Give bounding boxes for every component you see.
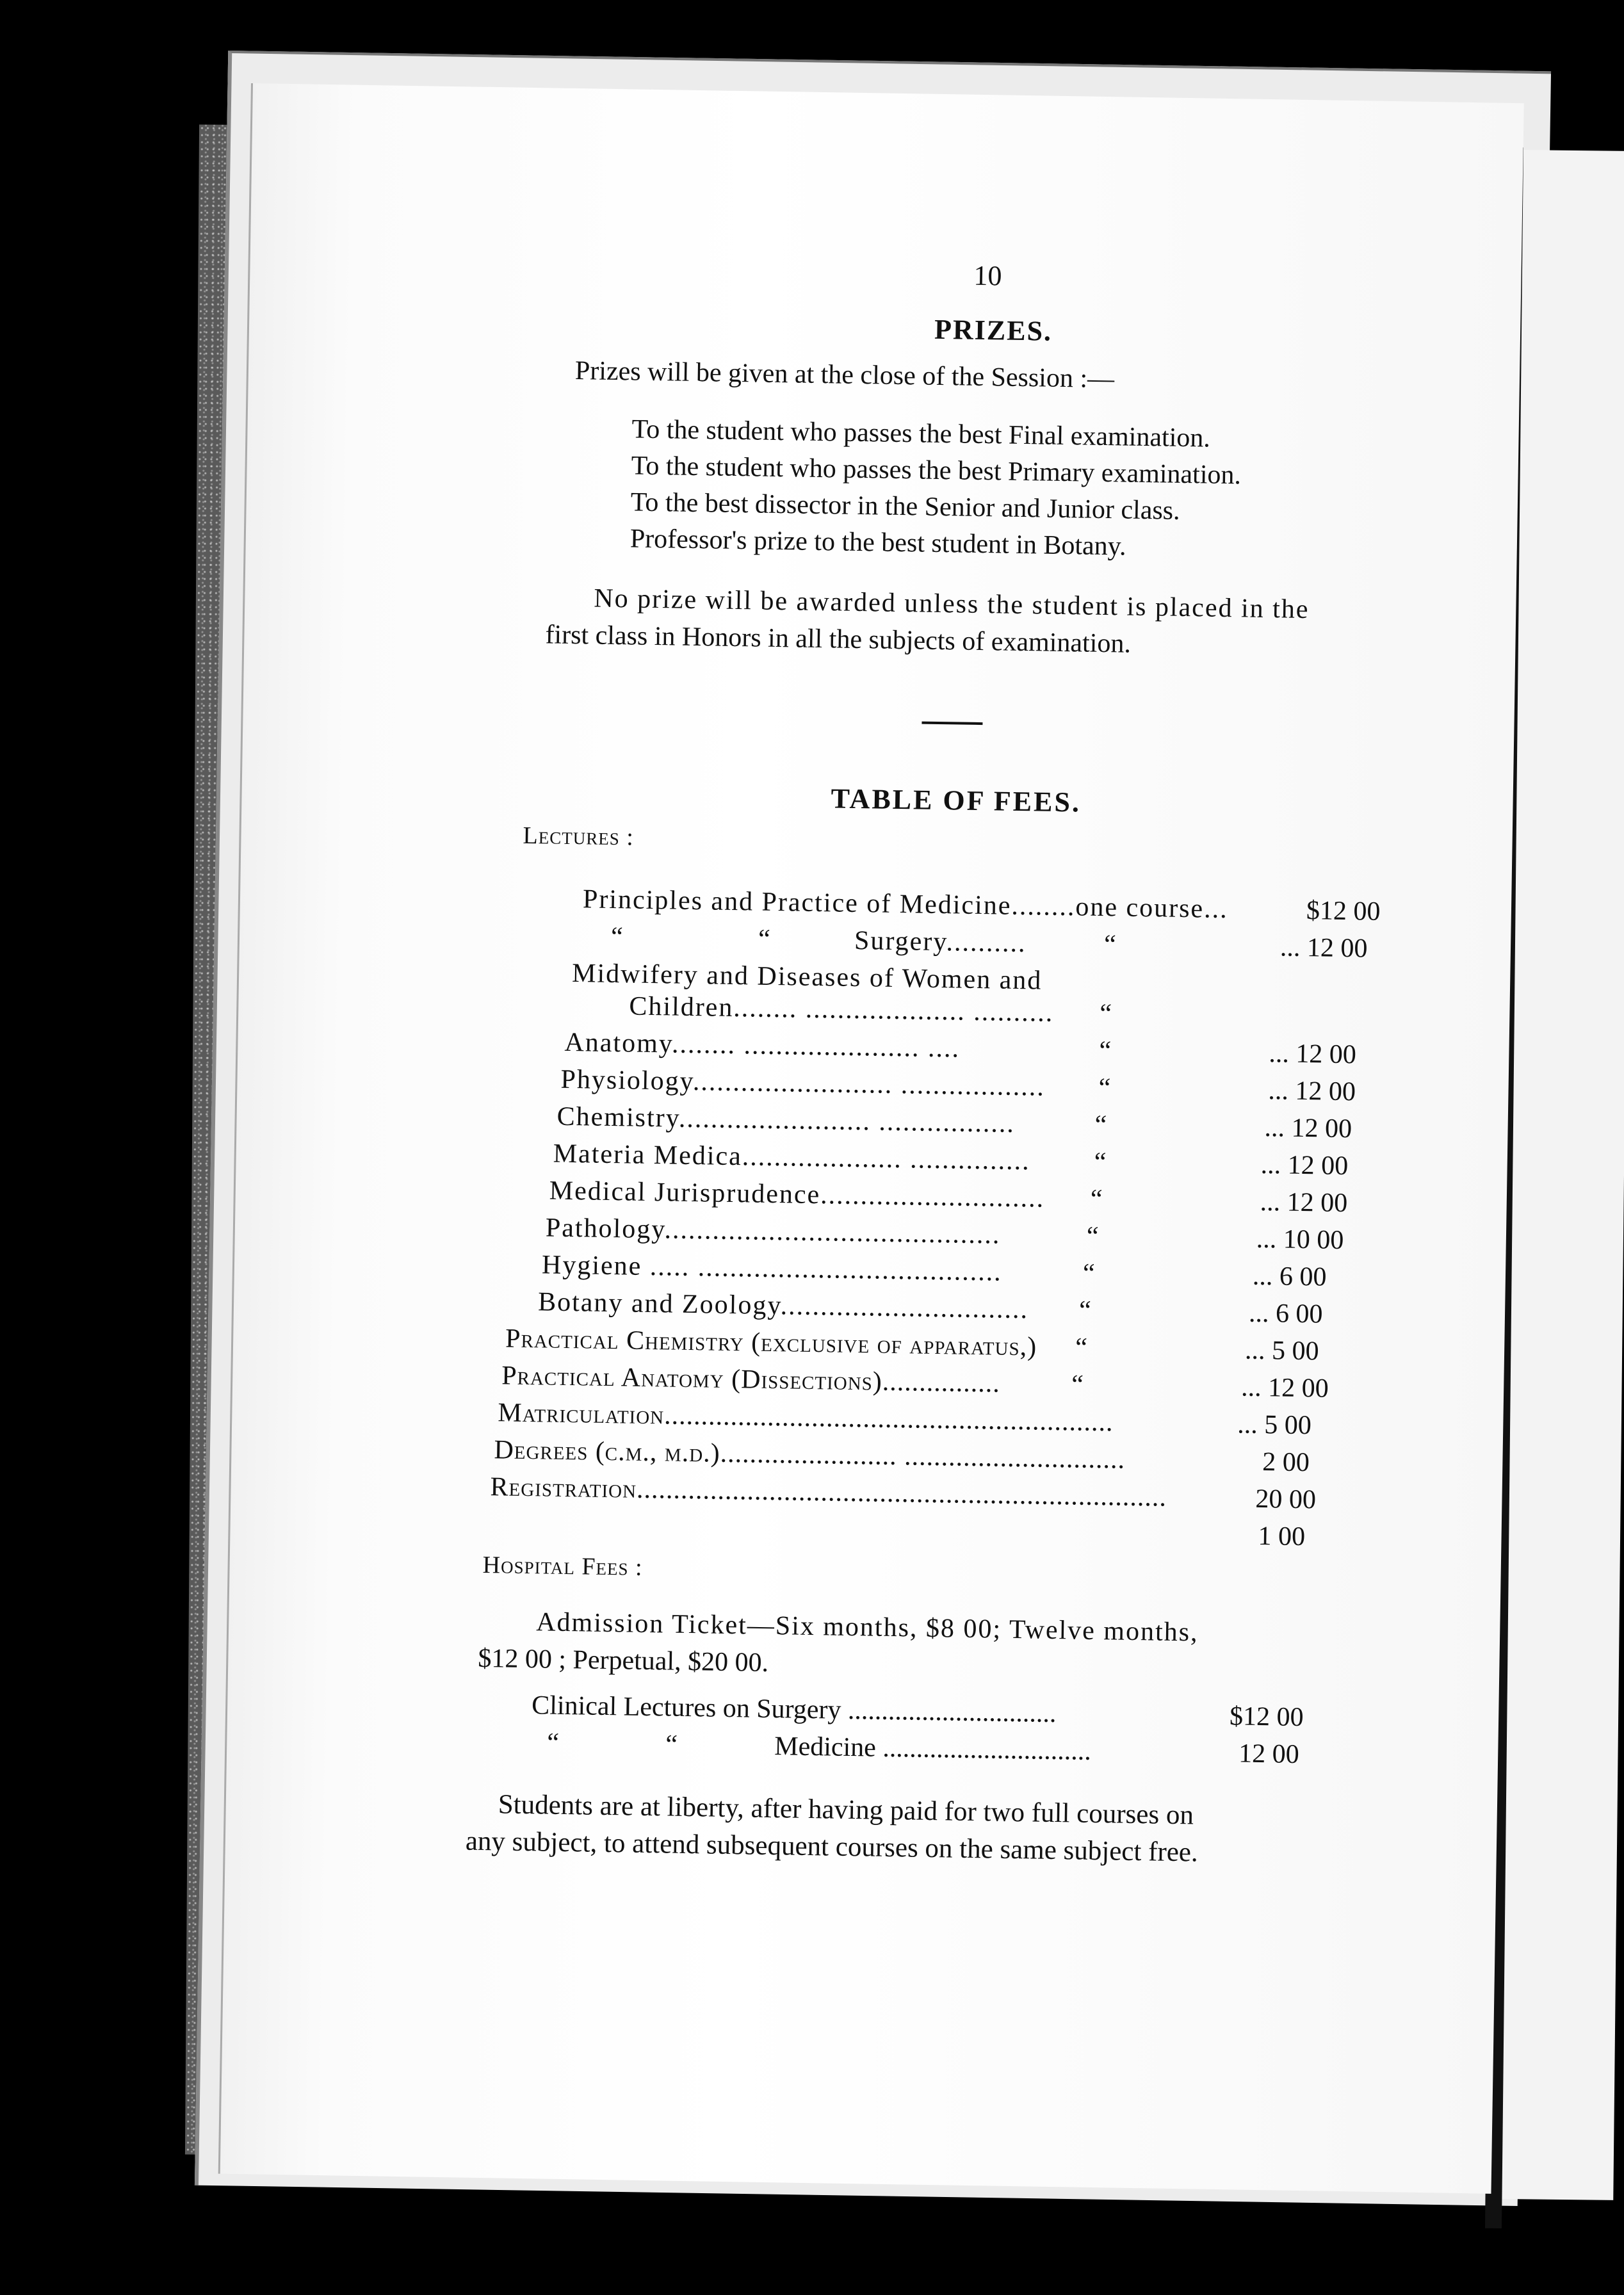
- fee-label: Practical Anatomy (Dissections)................: [501, 1361, 1001, 1399]
- hospital-fees-label: Hospital Fees :: [482, 1551, 643, 1581]
- fee-amount: ... 12 00: [1260, 1187, 1348, 1219]
- ditto-mark: “: [665, 1730, 678, 1760]
- ditto-mark: “: [1098, 1073, 1111, 1103]
- fee-label: Botany and Zoology...............................: [537, 1287, 1029, 1325]
- ditto-mark: “: [1103, 930, 1117, 960]
- fee-amount: 2 00: [1262, 1447, 1310, 1478]
- ditto-mark: “: [1086, 1221, 1099, 1252]
- ditto-mark: “: [758, 924, 771, 954]
- page-number: 10: [973, 259, 1002, 292]
- fee-amount: ... 12 00: [1264, 1113, 1352, 1144]
- fee-label: Registration........................................................................: [490, 1472, 1167, 1512]
- fees-heading: TABLE OF FEES.: [831, 783, 1082, 818]
- ditto-mark: “: [1099, 1035, 1112, 1066]
- document-page: [218, 83, 1524, 2194]
- section-divider: [922, 722, 982, 725]
- ditto-mark: “: [546, 1728, 560, 1758]
- page-content: [220, 83, 1524, 2194]
- fee-amount: ... 12 00: [1240, 1372, 1329, 1404]
- prize-item: To the best dissector in the Senior and Junior class.: [630, 487, 1180, 526]
- fee-label: Midwifery and Diseases of Women and: [571, 959, 1043, 996]
- prizes-intro: Prizes will be given at the close of the Session :—: [574, 356, 1115, 394]
- fee-label: Physiology......................... ..................: [560, 1064, 1046, 1102]
- fee-label: Materia Medica.................... ...............: [553, 1139, 1031, 1176]
- clinical-medicine-amount: 12 00: [1238, 1739, 1300, 1770]
- fee-amount: $12 00: [1306, 896, 1381, 927]
- clinical-surgery-amount: $12 00: [1229, 1701, 1304, 1733]
- ditto-mark: “: [610, 921, 624, 952]
- ditto-mark: “: [1075, 1333, 1088, 1363]
- prizes-note-line1: No prize will be awarded unless the student is placed in the: [594, 583, 1310, 625]
- ditto-mark: “: [1099, 998, 1112, 1029]
- prize-item: Professor's prize to the best student in Botany.: [629, 524, 1126, 562]
- fee-label: Pathology..........................................: [545, 1213, 1001, 1250]
- fee-label: Principles and Practice of Medicine........one course...: [582, 884, 1229, 925]
- footer-line2: any subject, to attend subsequent courses on the same subject free.: [465, 1826, 1199, 1868]
- fee-amount: ... 5 00: [1237, 1409, 1312, 1441]
- fee-amount: 20 00: [1255, 1484, 1317, 1515]
- fee-label: Surgery..........: [854, 925, 1027, 959]
- fee-amount: ... 12 00: [1279, 932, 1368, 964]
- fee-label: Children........ .................... ..........: [629, 991, 1054, 1028]
- prize-item: To the student who passes the best Primary examination.: [631, 451, 1242, 491]
- fee-label: Chemistry........................ .................: [556, 1101, 1016, 1139]
- fee-label: Hygiene ..... ......................................: [541, 1250, 1003, 1287]
- fee-label: Practical Chemistry (exclusive of apparatus,): [505, 1324, 1037, 1362]
- prize-item: To the student who passes the best Final examination.: [631, 414, 1211, 453]
- fee-amount: ... 12 00: [1268, 1076, 1356, 1107]
- footer-line1: Students are at liberty, after having paid for two full courses on: [498, 1789, 1194, 1831]
- fee-label: Degrees (c.m., m.d.)........................ ..............................: [494, 1435, 1126, 1475]
- lectures-label: Lectures :: [523, 822, 635, 851]
- ditto-mark: “: [1071, 1370, 1084, 1400]
- fee-label: Anatomy........ ...................... ....: [564, 1027, 961, 1064]
- prizes-heading: PRIZES.: [934, 313, 1053, 347]
- prizes-note-line2: first class in Honors in all the subjects of examination.: [545, 620, 1132, 659]
- fee-label: Matriculation.............................................................: [498, 1398, 1114, 1438]
- fee-amount: 1 00: [1258, 1521, 1306, 1552]
- ditto-mark: “: [1090, 1184, 1103, 1215]
- ditto-mark: “: [1078, 1295, 1092, 1326]
- fee-amount: ... 5 00: [1244, 1335, 1319, 1366]
- ditto-mark: “: [1094, 1110, 1107, 1140]
- ditto-mark: “: [1082, 1258, 1095, 1288]
- fee-amount: ... 6 00: [1252, 1261, 1327, 1292]
- fee-label: Medical Jurisprudence............................: [549, 1176, 1045, 1213]
- fee-amount: ... 12 00: [1260, 1149, 1349, 1181]
- clinical-surgery-label: Clinical Lectures on Surgery ...............................: [531, 1691, 1057, 1729]
- admission-line1: Admission Ticket—Six months, $8 00; Twelve months,: [535, 1607, 1199, 1648]
- ditto-mark: “: [1094, 1147, 1107, 1178]
- admission-line2: $12 00 ; Perpetual, $20 00.: [478, 1643, 769, 1678]
- fee-amount: ... 12 00: [1269, 1039, 1357, 1070]
- fee-amount: ... 10 00: [1256, 1224, 1344, 1256]
- clinical-medicine-label: Medicine ...............................: [774, 1731, 1092, 1766]
- fee-amount: ... 6 00: [1248, 1298, 1323, 1329]
